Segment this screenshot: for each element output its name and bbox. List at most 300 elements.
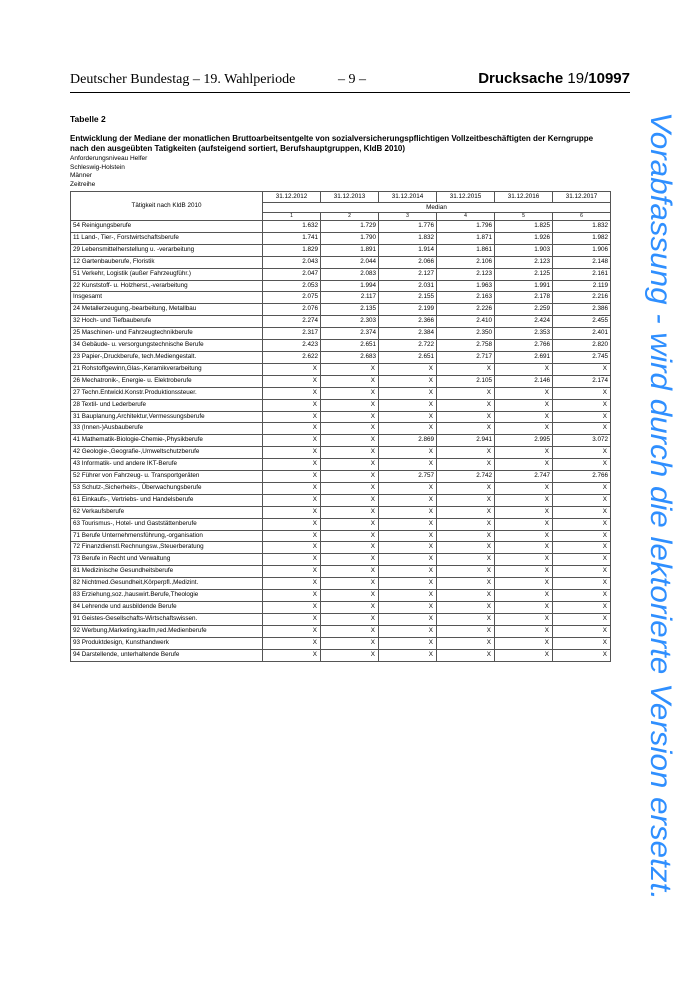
document-number-value: 10997	[588, 70, 630, 87]
table-row	[71, 268, 611, 280]
table-row	[71, 625, 611, 637]
row-label: 32 Hoch- und Tiefbauberufe	[71, 316, 263, 328]
median-cell: X	[263, 494, 321, 506]
median-cell: X	[379, 649, 437, 661]
column-index: 2	[321, 213, 379, 221]
median-cell: 3.072	[553, 435, 611, 447]
median-cell: X	[321, 518, 379, 530]
median-cell: 2.651	[321, 340, 379, 352]
median-cell: X	[553, 363, 611, 375]
row-label: 84 Lehrende und ausbildende Berufe	[71, 602, 263, 614]
table-row	[71, 471, 611, 483]
table-row	[71, 649, 611, 661]
table-row	[71, 554, 611, 566]
table-row	[71, 494, 611, 506]
document-id	[567, 70, 630, 87]
median-cell: X	[437, 387, 495, 399]
median-cell: X	[553, 411, 611, 423]
median-cell: X	[379, 637, 437, 649]
table-row	[71, 506, 611, 518]
row-label: 28 Textil- und Lederberufe	[71, 399, 263, 411]
median-cell: X	[553, 459, 611, 471]
median-cell: X	[321, 602, 379, 614]
row-label: 71 Berufe Unternehmensführung,-organisation	[71, 530, 263, 542]
median-cell: X	[553, 447, 611, 459]
median-cell: 2.199	[379, 304, 437, 316]
median-cell: 1.632	[263, 221, 321, 233]
median-cell: 1.829	[263, 244, 321, 256]
median-cell: 1.891	[321, 244, 379, 256]
row-label: 91 Geistes-Gesellschafts-Wirtschaftswissen.	[71, 613, 263, 625]
median-cell: X	[321, 590, 379, 602]
row-header: Tätigkeit nach KldB 2010	[71, 192, 263, 221]
median-cell: X	[263, 423, 321, 435]
median-cell: X	[263, 506, 321, 518]
median-cell: X	[379, 375, 437, 387]
median-cell: 2.043	[263, 256, 321, 268]
median-cell: 2.274	[263, 316, 321, 328]
median-cell: 1.991	[495, 280, 553, 292]
median-cell: X	[379, 530, 437, 542]
row-label: 94 Darstellende, unterhaltende Berufe	[71, 649, 263, 661]
median-cell: X	[553, 530, 611, 542]
median-cell: 1.790	[321, 232, 379, 244]
row-label: 82 Nichtmed.Gesundheit,Körperpfl.,Medizint.	[71, 578, 263, 590]
median-cell: 2.117	[321, 292, 379, 304]
median-cell: X	[321, 625, 379, 637]
row-label: 21 Rohstoffgewinn,Glas-,Keramikverarbeitung	[71, 363, 263, 375]
table-description: Entwicklung der Mediane der monatlichen Bruttoarbeitsentgelte von sozialversicherungspflichtigen Vollzeitbeschäftigten der Kerngruppe nach den ausgeübten Tatigkeiten (aufsteigend sortiert, Berufshauptgruppen, KldB 2010)	[70, 134, 594, 153]
row-label: 42 Geologie-,Geografie-,Umweltschutzberufe	[71, 447, 263, 459]
median-cell: X	[437, 459, 495, 471]
row-label: 72 Finanzdienstl.Rechnungsw.,Steuerberatung	[71, 542, 263, 554]
median-cell: X	[263, 363, 321, 375]
meta-line: Männer	[70, 172, 93, 180]
median-cell: X	[553, 554, 611, 566]
median-cell: X	[263, 459, 321, 471]
row-label: 83 Erziehung,soz.,hauswirt.Berufe,Theologie	[71, 590, 263, 602]
median-cell: 2.044	[321, 256, 379, 268]
median-cell: 2.123	[437, 268, 495, 280]
row-label: 25 Maschinen- und Fahrzeugtechnikberufe	[71, 328, 263, 340]
median-cell: X	[437, 566, 495, 578]
table-body	[71, 221, 611, 662]
page-header	[70, 72, 630, 93]
median-cell: X	[553, 566, 611, 578]
column-index: 1	[263, 213, 321, 221]
median-cell: X	[437, 411, 495, 423]
median-cell: X	[379, 602, 437, 614]
median-cell: X	[263, 554, 321, 566]
row-label: 53 Schutz-,Sicherheits-, Überwachungsberufe	[71, 482, 263, 494]
table-row	[71, 328, 611, 340]
row-label: 27 Techn.Entwickl.Konstr.Produktionssteuer.	[71, 387, 263, 399]
median-cell: X	[263, 399, 321, 411]
row-label: 93 Produktdesign, Kunsthandwerk	[71, 637, 263, 649]
median-cell: X	[379, 518, 437, 530]
median-cell: X	[495, 459, 553, 471]
median-cell: X	[553, 637, 611, 649]
median-cell: X	[321, 506, 379, 518]
column-date: 31.12.2016	[495, 192, 553, 203]
row-label: 41 Mathematik-Biologie-Chemie-,Physikberufe	[71, 435, 263, 447]
table-row	[71, 530, 611, 542]
row-label: 29 Lebensmittelherstellung u. -verarbeitung	[71, 244, 263, 256]
median-cell: 1.926	[495, 232, 553, 244]
median-cell: 1.871	[437, 232, 495, 244]
median-cell: 1.741	[263, 232, 321, 244]
median-cell: 2.127	[379, 268, 437, 280]
median-cell: 1.914	[379, 244, 437, 256]
row-label: 22 Kunststoff- u. Holzherst.,-verarbeitung	[71, 280, 263, 292]
median-cell: 2.123	[495, 256, 553, 268]
median-cell: 2.155	[379, 292, 437, 304]
median-cell: 2.076	[263, 304, 321, 316]
median-cell: X	[553, 482, 611, 494]
row-label: 26 Mechatronik-, Energie- u. Elektroberufe	[71, 375, 263, 387]
median-cell: X	[321, 613, 379, 625]
column-index: 3	[379, 213, 437, 221]
median-cell: 2.766	[553, 471, 611, 483]
median-cell: 2.691	[495, 351, 553, 363]
median-cell: X	[379, 590, 437, 602]
table-row	[71, 256, 611, 268]
watermark-svg	[644, 112, 684, 902]
median-cell: X	[321, 554, 379, 566]
table-row	[71, 387, 611, 399]
median-cell: X	[321, 375, 379, 387]
median-cell: X	[321, 649, 379, 661]
median-cell: X	[379, 423, 437, 435]
table-row	[71, 221, 611, 233]
median-cell: 2.717	[437, 351, 495, 363]
median-cell: 2.031	[379, 280, 437, 292]
median-cell: X	[495, 613, 553, 625]
median-cell: X	[379, 411, 437, 423]
median-cell: X	[379, 447, 437, 459]
table-row	[71, 578, 611, 590]
median-cell: X	[553, 423, 611, 435]
median-cell: 2.135	[321, 304, 379, 316]
median-cell: 1.994	[321, 280, 379, 292]
table-row	[71, 518, 611, 530]
median-cell: X	[553, 625, 611, 637]
median-cell: 2.259	[495, 304, 553, 316]
median-cell: 2.651	[379, 351, 437, 363]
table-row	[71, 590, 611, 602]
row-label: 51 Verkehr, Logistik (außer Fahrzeugführ.)	[71, 268, 263, 280]
row-label: 81 Medizinische Gesundheitsberufe	[71, 566, 263, 578]
median-cell: X	[263, 411, 321, 423]
median-cell: X	[263, 602, 321, 614]
column-date: 31.12.2013	[321, 192, 379, 203]
median-cell: X	[379, 566, 437, 578]
table-row	[71, 304, 611, 316]
row-label: 62 Verkaufsberufe	[71, 506, 263, 518]
median-cell: X	[495, 637, 553, 649]
draft-watermark	[644, 112, 684, 902]
median-cell: X	[321, 482, 379, 494]
median-cell: 1.796	[437, 221, 495, 233]
median-cell: X	[437, 542, 495, 554]
median-cell: X	[495, 482, 553, 494]
row-label: 52 Führer von Fahrzeug- u. Transportgeräten	[71, 471, 263, 483]
median-cell: X	[437, 363, 495, 375]
median-cell: X	[437, 518, 495, 530]
median-cell: X	[321, 494, 379, 506]
row-label: Insgesamt	[71, 292, 263, 304]
table-row	[71, 613, 611, 625]
median-cell: 2.401	[553, 328, 611, 340]
median-cell: X	[495, 387, 553, 399]
median-cell: X	[263, 637, 321, 649]
column-date: 31.12.2015	[437, 192, 495, 203]
table-row	[71, 637, 611, 649]
median-cell: X	[263, 613, 321, 625]
median-cell: X	[437, 494, 495, 506]
median-cell: 1.906	[553, 244, 611, 256]
median-cell: X	[437, 602, 495, 614]
median-cell: X	[263, 387, 321, 399]
document-label: Drucksache	[478, 70, 564, 87]
median-cell: X	[321, 542, 379, 554]
median-cell: 2.423	[263, 340, 321, 352]
row-label: 23 Papier-,Druckberufe, tech.Mediengestalt.	[71, 351, 263, 363]
median-cell: 2.148	[553, 256, 611, 268]
median-cell: X	[379, 625, 437, 637]
median-cell: 2.995	[495, 435, 553, 447]
median-cell: X	[321, 471, 379, 483]
median-cell: X	[263, 518, 321, 530]
row-label: 11 Land-, Tier-, Forstwirtschaftsberufe	[71, 232, 263, 244]
median-cell: X	[321, 578, 379, 590]
publication-title: Deutscher Bundestag – 19. Wahlperiode	[70, 72, 296, 87]
median-cell: X	[437, 506, 495, 518]
table-row	[71, 232, 611, 244]
median-cell: X	[437, 554, 495, 566]
column-date: 31.12.2012	[263, 192, 321, 203]
median-cell: X	[321, 423, 379, 435]
row-label: 12 Gartenbauberufe, Floristik	[71, 256, 263, 268]
table-row	[71, 602, 611, 614]
median-cell: X	[437, 423, 495, 435]
median-cell: X	[495, 625, 553, 637]
median-cell: X	[321, 637, 379, 649]
median-cell: X	[321, 399, 379, 411]
median-cell: 2.226	[437, 304, 495, 316]
median-cell: X	[437, 399, 495, 411]
table-row	[71, 280, 611, 292]
meta-line: Anforderungsniveau Helfer	[70, 155, 148, 162]
table-row	[71, 351, 611, 363]
median-cell: X	[495, 363, 553, 375]
median-cell: X	[495, 399, 553, 411]
median-cell: 2.047	[263, 268, 321, 280]
median-cell: 2.174	[553, 375, 611, 387]
median-cell: X	[379, 482, 437, 494]
table-row	[71, 482, 611, 494]
median-cell: X	[263, 590, 321, 602]
median-cell: X	[263, 542, 321, 554]
median-cell: 2.366	[379, 316, 437, 328]
median-cell: 1.776	[379, 221, 437, 233]
median-cell: X	[263, 578, 321, 590]
median-cell: X	[495, 411, 553, 423]
row-label: 33 (Innen-)Ausbauberufe	[71, 423, 263, 435]
table-row	[71, 399, 611, 411]
median-cell: 2.317	[263, 328, 321, 340]
column-date: 31.12.2017	[553, 192, 611, 203]
median-cell: 2.106	[437, 256, 495, 268]
median-cell: 2.125	[495, 268, 553, 280]
median-cell: 2.869	[379, 435, 437, 447]
median-cell: X	[321, 530, 379, 542]
table-label: Tabelle 2	[70, 114, 106, 124]
median-cell: X	[495, 423, 553, 435]
median-cell: 2.424	[495, 316, 553, 328]
median-cell: X	[553, 649, 611, 661]
median-cell: 2.119	[553, 280, 611, 292]
median-cell: 2.455	[553, 316, 611, 328]
median-cell: X	[437, 649, 495, 661]
median-cell: X	[495, 566, 553, 578]
median-cell: X	[321, 411, 379, 423]
median-cell: X	[437, 578, 495, 590]
table-row	[71, 340, 611, 352]
median-cell: 1.861	[437, 244, 495, 256]
median-cell: 2.622	[263, 351, 321, 363]
page-number: – 9 –	[338, 72, 366, 87]
table-row	[71, 459, 611, 471]
median-cell: X	[379, 363, 437, 375]
median-cell: X	[263, 566, 321, 578]
median-cell: 2.386	[553, 304, 611, 316]
median-cell: X	[553, 387, 611, 399]
median-cell: 1.903	[495, 244, 553, 256]
median-cell: 1.832	[553, 221, 611, 233]
table-row	[71, 316, 611, 328]
table-row	[71, 375, 611, 387]
median-cell: X	[263, 471, 321, 483]
median-cell: X	[495, 447, 553, 459]
median-cell: X	[321, 459, 379, 471]
median-cell: 2.766	[495, 340, 553, 352]
row-label: 31 Bauplanung,Architektur,Vermessungsberufe	[71, 411, 263, 423]
median-cell: 2.216	[553, 292, 611, 304]
median-cell: 1.729	[321, 221, 379, 233]
median-cell: X	[495, 494, 553, 506]
median-cell: X	[495, 649, 553, 661]
median-cell: 2.758	[437, 340, 495, 352]
table-row	[71, 292, 611, 304]
median-cell: 2.353	[495, 328, 553, 340]
table-row	[71, 363, 611, 375]
median-cell: 2.178	[495, 292, 553, 304]
median-cell: 2.745	[553, 351, 611, 363]
median-cell: X	[495, 530, 553, 542]
median-cell: X	[553, 494, 611, 506]
median-cell: X	[379, 554, 437, 566]
row-label: 43 Informatik- und andere IKT-Berufe	[71, 459, 263, 471]
median-cell: X	[437, 637, 495, 649]
median-cell: X	[379, 542, 437, 554]
median-cell: 2.146	[495, 375, 553, 387]
column-date: 31.12.2014	[379, 192, 437, 203]
median-cell: 2.066	[379, 256, 437, 268]
median-cell: X	[321, 566, 379, 578]
median-cell: 2.075	[263, 292, 321, 304]
median-cell: 2.163	[437, 292, 495, 304]
median-cell: X	[495, 506, 553, 518]
median-cell: X	[437, 590, 495, 602]
median-cell: 2.374	[321, 328, 379, 340]
median-cell: 2.941	[437, 435, 495, 447]
median-cell: X	[553, 602, 611, 614]
table-row	[71, 566, 611, 578]
row-label: 73 Berufe in Recht und Verwaltung	[71, 554, 263, 566]
median-cell: 2.083	[321, 268, 379, 280]
median-cell: X	[495, 518, 553, 530]
median-cell: X	[495, 542, 553, 554]
table-row	[71, 542, 611, 554]
data-table	[70, 191, 611, 662]
meta-line: Zeitreihe	[70, 180, 96, 188]
median-cell: X	[437, 625, 495, 637]
median-cell: X	[379, 578, 437, 590]
row-label: 54 Reinigungsberufe	[71, 221, 263, 233]
median-cell: X	[495, 590, 553, 602]
row-label: 24 Metallerzeugung,-bearbeitung, Metallbau	[71, 304, 263, 316]
median-cell: X	[379, 494, 437, 506]
column-index: 5	[495, 213, 553, 221]
table-head	[71, 192, 611, 221]
median-cell: X	[321, 363, 379, 375]
median-cell: X	[553, 542, 611, 554]
median-cell: X	[379, 399, 437, 411]
median-cell: X	[553, 590, 611, 602]
median-cell: X	[263, 649, 321, 661]
median-cell: X	[495, 602, 553, 614]
median-cell: 2.350	[437, 328, 495, 340]
median-cell: 2.384	[379, 328, 437, 340]
table-row	[71, 447, 611, 459]
median-cell: X	[321, 447, 379, 459]
median-cell: X	[379, 387, 437, 399]
column-index: 6	[553, 213, 611, 221]
median-cell: X	[263, 435, 321, 447]
median-cell: X	[553, 518, 611, 530]
row-label: 92 Werbung,Marketing,kaufm,red.Medienberufe	[71, 625, 263, 637]
median-cell: X	[263, 447, 321, 459]
median-cell: X	[263, 375, 321, 387]
median-cell: 2.757	[379, 471, 437, 483]
median-cell: X	[379, 459, 437, 471]
median-cell: X	[321, 435, 379, 447]
row-label: 63 Tourismus-, Hotel- und Gaststättenberufe	[71, 518, 263, 530]
table-meta	[70, 155, 147, 189]
median-cell: 2.161	[553, 268, 611, 280]
table-row	[71, 423, 611, 435]
median-cell: X	[553, 613, 611, 625]
table-row	[71, 411, 611, 423]
median-cell: 2.747	[495, 471, 553, 483]
document-number	[478, 70, 630, 87]
meta-line: Schleswig-Holstein	[70, 163, 125, 171]
median-cell: X	[321, 387, 379, 399]
median-cell: X	[553, 399, 611, 411]
median-cell: 1.963	[437, 280, 495, 292]
median-cell: X	[437, 447, 495, 459]
